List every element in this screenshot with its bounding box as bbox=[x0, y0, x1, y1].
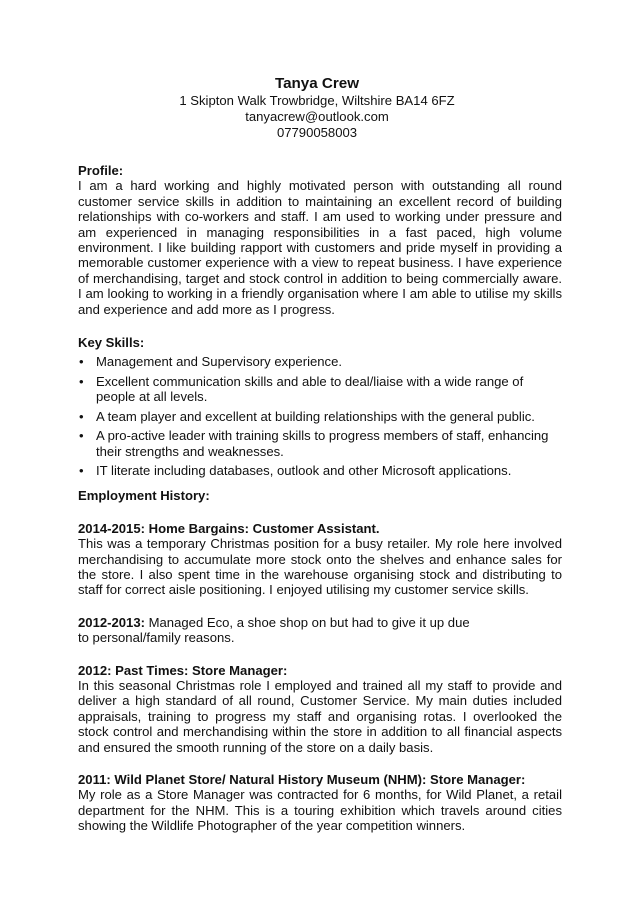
address: 1 Skipton Walk Trowbridge, Wiltshire BA14 6FZ bbox=[179, 93, 455, 108]
job-title: 2014-2015: Home Bargains: Customer Assistant. bbox=[78, 520, 380, 536]
job-title: 2012: Past Times: Store Manager: bbox=[78, 662, 288, 678]
email: tanyacrew@outlook.com bbox=[245, 109, 389, 124]
skills-heading: Key Skills: bbox=[78, 335, 145, 351]
cv-header bbox=[72, 74, 562, 141]
bullet-icon: • bbox=[79, 408, 84, 424]
profile-section bbox=[78, 163, 562, 317]
skill-text: A pro-active leader with training skills to progress members of staff, enhancing their strengths and weaknesses. bbox=[96, 428, 549, 459]
skill-item bbox=[78, 409, 562, 424]
bullet-icon: • bbox=[79, 354, 84, 370]
skill-text: Excellent communication skills and able to deal/liaise with a wide range of people at all levels. bbox=[96, 373, 524, 405]
job-entry bbox=[78, 772, 562, 834]
skill-item bbox=[78, 354, 562, 369]
employment-section bbox=[78, 488, 562, 833]
profile-heading: Profile: bbox=[78, 163, 124, 178]
skill-text: A team player and excellent at building relationships with the general public. bbox=[96, 408, 535, 424]
job-description: My role as a Store Manager was contracted for 6 months, for Wild Planet, a retail department for the NHM. This is a touring exhibition which travels around cities showing the Wildlife Photographer of the year competition winners. bbox=[78, 787, 562, 834]
employment-heading: Employment History: bbox=[78, 488, 210, 504]
bullet-icon: • bbox=[79, 373, 84, 389]
bullet-icon: • bbox=[79, 462, 84, 478]
job-description: This was a temporary Christmas position for a busy retailer. My role here involved merchandising to accumulate more stock onto the shelves and enhance sales for the store. I also spent time in the warehouse organising stock and distributing to staff for correct aisle positioning. I enjoyed utilising my customer service skills. bbox=[78, 536, 562, 598]
job-entry bbox=[78, 615, 562, 646]
skill-text: IT literate including databases, outlook and other Microsoft applications. bbox=[96, 462, 512, 478]
cv-content bbox=[78, 74, 562, 834]
skill-item bbox=[78, 463, 562, 478]
job-title: 2012-2013: bbox=[78, 614, 145, 630]
candidate-name: Tanya Crew bbox=[274, 75, 360, 92]
skill-item bbox=[78, 428, 562, 459]
skills-list bbox=[78, 354, 562, 478]
phone: 07790058003 bbox=[276, 125, 358, 140]
bullet-icon: • bbox=[79, 428, 84, 444]
job-title: 2011: Wild Planet Store/ Natural History Museum (NHM): Store Manager: bbox=[78, 772, 526, 787]
skill-text: Management and Supervisory experience. bbox=[96, 354, 343, 370]
job-description: In this seasonal Christmas role I employed and trained all my staff to provide and deliver a high standard of all round, Customer Service. My main duties included appraisals, training to progress my staff and organising rotas. I overlooked the stock control and merchandising within the store in addition to all financial aspects and ensured the smooth running of the store on a daily basis. bbox=[78, 677, 562, 755]
skills-section bbox=[78, 335, 562, 478]
job-entry bbox=[78, 521, 562, 598]
job-entry bbox=[78, 663, 562, 755]
job-description: Managed Eco, a shoe shop on but had to give it up due to personal/family reasons. bbox=[78, 614, 470, 646]
job-line bbox=[78, 615, 478, 646]
skill-item bbox=[78, 374, 562, 405]
profile-text: I am a hard working and highly motivated person with outstanding all round customer service skills in addition to maintaining an excellent record of building relationships with co-workers and staff. I am used to working under pressure and am experienced in managing responsibilities in a fast paced, high volume environment. I like building rapport with customers and pride myself in providing a memorable customer experience with a view to repeat business. I have experience of merchandising, target and stock control in addition to being commercially aware. I am looking to working in a friendly organisation where I am able to utilise my skills and experience and add more as I progress. bbox=[78, 178, 562, 317]
